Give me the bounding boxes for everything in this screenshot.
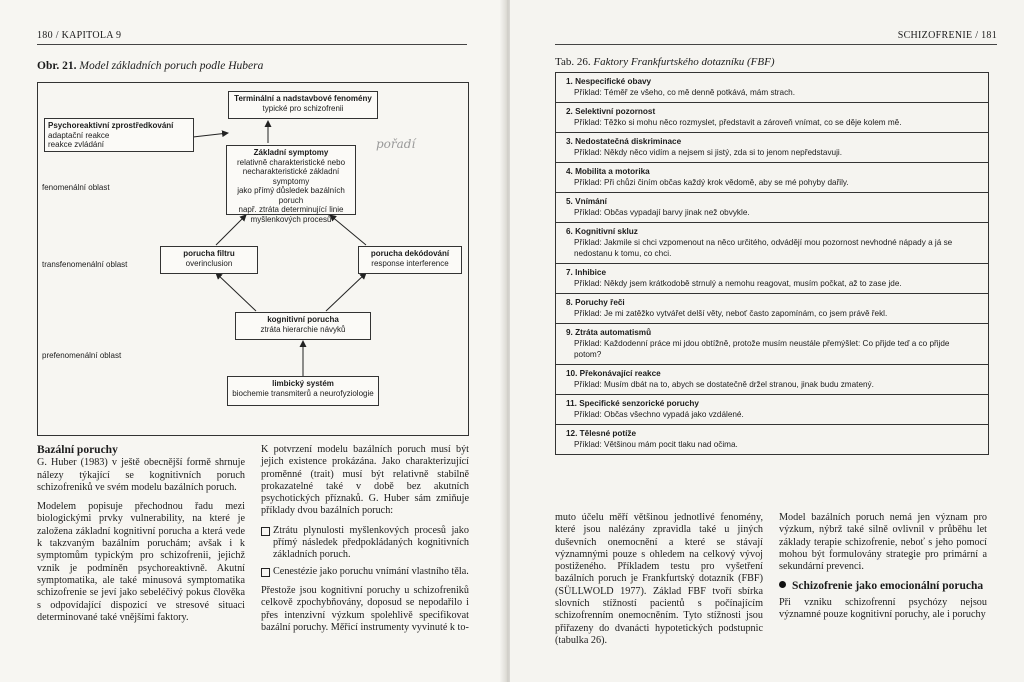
figure-title: Model základních poruch podle Hubera [79,60,264,72]
bullet-icon [779,581,786,588]
box-filter [160,246,258,274]
factor-name: 12. Tělesné potíže [566,429,637,438]
section-heading-basal: Bazální poruchy [37,444,118,456]
checklist-item [261,525,469,562]
box-basic-line: např. ztráta determinující linie [238,205,344,214]
factor-example: Příklad: Je mi zatěžko vytvářet delší věty, neboť často zapomínám, co jsem právě řekl. [574,309,888,318]
box-filter-sub: overinclusion [185,258,233,268]
diagram [37,82,469,436]
table-row [556,103,988,133]
paragraph: Přestože jsou kognitivní poruchy u schizofreniků celkově zpochybňovány, doposud se nepodařilo i přes intenzivní výzkum spolehlivě specifikovat bazální poruchy. Měřicí instrumenty vyvinuté k to- [261,584,469,633]
factor-name: 8. Poruchy řeči [566,298,625,307]
section-heading-text: Schizofrenie jako emocionální porucha [792,580,984,593]
paragraph: Model bazálních poruch nemá jen význam pro výzkum, nýbrž také silně ovlivnil v průběhu let základy terapie schizofrenie, neboť s jeho pomocí mohou být formulovány strategie pro primární a sekundární prevenci. [779,512,987,573]
factor-name: 3. Nedostatečná diskriminace [566,137,682,146]
factors-table [555,72,989,455]
box-psychoreactive [44,118,194,152]
checkbox-icon [261,568,270,577]
handwritten-note: pořadí [376,137,416,151]
factor-example: Příklad: Při chůzi činím občas každý krok vědomě, aby se mé pohyby dařily. [574,178,849,187]
table-row [556,395,988,425]
box-basic-symptoms [226,145,356,224]
text-column-2 [261,444,469,641]
table-label: Tab. 26. [555,56,591,68]
header-rule [37,44,467,45]
box-decoding-title: porucha dekódování [370,249,450,258]
paragraph: Při vzniku schizofrenní psychózy nejsou významné pouze kognitivní poruchy, ale i poruchy [779,596,987,621]
table-caption [555,56,775,68]
box-basic-line: relativně charakteristické nebo [236,157,346,167]
box-psycho-line: adaptační reakce [48,130,110,140]
box-terminal-title: Terminální a nadstavbové fenomény [234,94,372,103]
box-psycho-title: Psychoreaktivní zprostředkování [48,121,174,130]
checklist-item [261,566,469,578]
box-limbic [227,376,379,406]
paragraph: K potvrzení modelu bazálních poruch musí být jejich existence prokázána. Jako charakterizující proměnné (trait) musí být relativně stabilně prokazatelné také v době bez akutních psychotických příznaků. G. Huber sám zmiňuje příklady dvou bazálních poruch: [261,444,469,517]
box-cognitive-sub: ztráta hierarchie návyků [260,324,346,334]
label-transphenomenal: transfenomenální oblast [42,260,128,269]
box-limbic-sub: biochemie transmiterů a neurofyziologie [232,388,374,398]
factor-example: Příklad: Těžko si mohu něco rozmyslet, představit a zároveň vnímat, co se děje kolem mě. [574,118,902,127]
box-basic-line: jako přímý důsledek bazálních poruch [237,186,345,205]
table-row [556,73,988,103]
box-cognitive [235,312,371,340]
factor-name: 5. Vnímání [566,197,607,206]
arrow-cognitive-to-filter [216,273,256,311]
box-decoding-sub: response interference [371,258,449,268]
factor-example: Příklad: Občas vypadají barvy jinak než obvykle. [574,208,750,217]
box-terminal-sub: typické pro schizofrenii [262,103,344,113]
factor-example: Příklad: Téměř ze všeho, co mě denně potkává, mám strach. [574,88,796,97]
table-row [556,365,988,395]
factor-example: Příklad: Každodenní práce mi jdou obtížně, protože musím neustále přemýšlet: Co přijde teď a co přijde potom? [574,339,950,359]
table-title: Faktory Frankfurtského dotazníku (FBF) [593,56,775,68]
box-basic-line: necharakteristické základní symptomy [242,167,340,186]
text-column-3 [555,512,763,654]
checklist-item-text: Cenestézie jako poruchu vnímání vlastního těla. [273,565,469,577]
factor-example: Příklad: Někdy jsem krátkodobě strnulý a nemohu reagovat, musím počkat, až to zase jde. [574,279,902,288]
section-heading-emotional [779,580,987,592]
factor-example: Příklad: Jakmile si chci vzpomenout na něco určitého, odvádějí mou pozornost nevhodné nápady a já se nedostanu k tomu, co chci. [574,238,953,258]
header-rule [555,44,997,45]
factor-name: 2. Selektivní pozornost [566,107,656,116]
table-row [556,133,988,163]
right-running-header: SCHIZOFRENIE / 181 [897,30,997,41]
checklist-item-text: Ztrátu plynulosti myšlenkových procesů jako přímý následek předpokládaných kognitivních základních poruch. [273,524,469,561]
box-basic-line: myšlenkových procesů [250,214,332,224]
factor-name: 10. Překonávající reakce [566,369,661,378]
table-row [556,264,988,294]
table-row [556,294,988,324]
text-column-4 [779,512,987,628]
left-running-header: 180 / KAPITOLA 9 [37,30,122,41]
factor-name: 1. Nespecifické obavy [566,77,652,86]
table-row [556,425,988,454]
arrow-cognitive-to-decoding [326,273,366,311]
factor-name: 6. Kognitivní skluz [566,227,638,236]
paragraph: muto účelu měří většinou jednotlivé fenomény, které jsou nalézány zpravidla také u jiných duševních onemocnění a které se stávají významnými pouze s ohledem na celkový vývoj postiženého. Příkladem testu pro vyšetření bazálních poruch je Frankfurtský dotazník (FBF) (SÜLLWOLD 1977). Základ FBF tvoří sbírka slovních stížností pacientů s počínajícím schizofrenním onemocněním. Tyto stížnosti jsou přiřazeny do dvanácti hypotetických podstupnic (tabulka 26). [555,512,763,646]
label-prephenomenal: prefenomenální oblast [42,351,122,360]
box-terminal [228,91,378,119]
figure-caption [37,60,263,72]
box-basic-title: Základní symptomy [253,148,329,157]
factor-name: 7. Inhibice [566,268,607,277]
arrow-psycho-to-terminal [193,133,228,137]
figure-label: Obr. 21. [37,60,77,72]
left-page [0,0,506,682]
table-row [556,193,988,223]
table-row [556,324,988,365]
factor-name: 4. Mobilita a motorika [566,167,650,176]
factor-example: Příklad: Většinou mám pocit tlaku nad očima. [574,440,738,449]
box-limbic-title: limbický systém [272,379,334,388]
box-psycho-line: reakce zvládání [48,140,105,149]
label-phenomenal: fenomenální oblast [42,183,110,192]
table-row [556,163,988,193]
factor-example: Příklad: Někdy něco vidím a nejsem si jistý, zda si to jenom nepředstavuji. [574,148,843,157]
factor-example: Příklad: Občas všechno vypadá jako vzdálené. [574,410,744,419]
checkbox-icon [261,527,270,536]
box-decoding [358,246,462,274]
factor-name: 11. Specifické senzorické poruchy [566,399,699,408]
text-column-1 [37,444,245,631]
paragraph: Modelem popisuje přechodnou řadu mezi biologickými prvky vulnerability, na které je založena základní kognitivní porucha a která vede k takzvaným bazálním poruchám; avšak i k symptomům typickým pro schizofrenii, jejichž vznik je podmíněn psychoreaktivně. Akutní symptomatika, ale také minusová symptomatika schizofrenie se jeví jako sebeléčivý pokus člověka s odpovídající dispozicí ve stresové situaci determinované také vnějšími faktory. [37,501,245,623]
paragraph: G. Huber (1983) v ještě obecnější formě shrnuje nálezy týkající se kognitivních poruch schizofreniků ve svém modelu bazálních poruch. [37,457,245,493]
box-cognitive-title: kognitivní porucha [267,315,339,324]
factor-name: 9. Ztráta automatismů [566,328,652,337]
factor-example: Příklad: Musím dbát na to, abych se dostatečně držel stranou, jinak budu zmatený. [574,380,874,389]
box-filter-title: porucha filtru [183,249,235,258]
table-row [556,223,988,264]
